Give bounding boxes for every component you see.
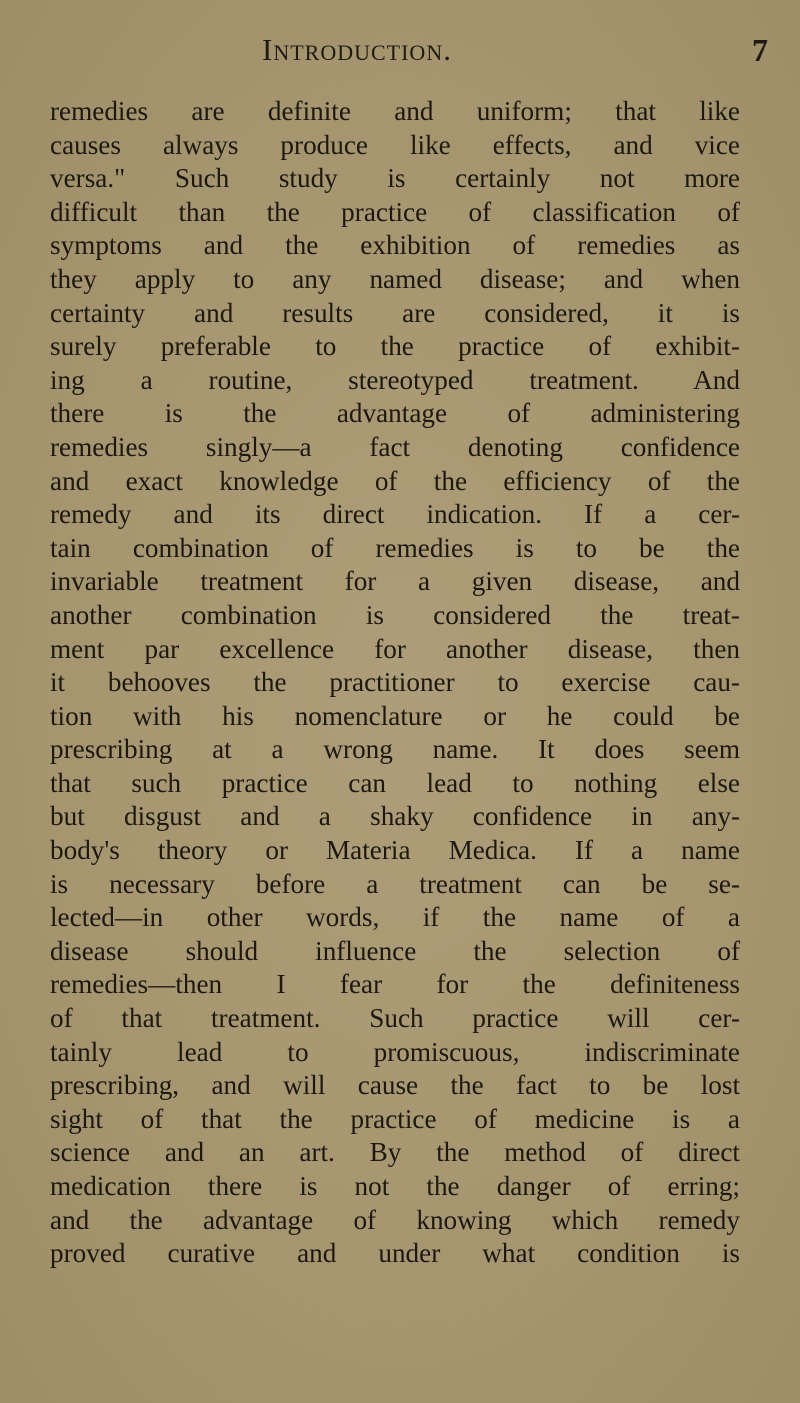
text-line: certainty and results are considered, it is xyxy=(50,297,740,328)
text-line: tion with his nomenclature or he could be xyxy=(50,700,740,731)
text-line: versa." Such study is certainly not more xyxy=(50,163,740,194)
text-line: prescribing, and will cause the fact to be lost xyxy=(50,1070,740,1101)
text-line: difficult than the practice of classification of xyxy=(50,196,740,227)
text-line: tain combination of remedies is to be the xyxy=(50,532,740,563)
text-line: remedies are definite and uniform; that like xyxy=(50,96,740,126)
text-line: is necessary before a treatment can be se- xyxy=(50,868,740,899)
text-line: disease should influence the selection of xyxy=(50,935,740,966)
running-title: Introduction. xyxy=(262,32,452,67)
text-line: body's theory or Materia Medica. If a name xyxy=(50,835,740,866)
page-number: 7 xyxy=(752,32,768,68)
text-line: it behooves the practitioner to exercise cau- xyxy=(50,667,740,698)
text-line: causes always produce like effects, and vice xyxy=(50,129,740,160)
body-text xyxy=(50,95,740,1271)
text-line: invariable treatment for a given disease, and xyxy=(50,566,740,597)
text-line: sight of that the practice of medicine is a xyxy=(50,1103,740,1134)
text-line: that such practice can lead to nothing else xyxy=(50,767,740,798)
text-line: symptoms and the exhibition of remedies as xyxy=(50,230,740,261)
text-line: they apply to any named disease; and when xyxy=(50,263,740,294)
text-line: science and an art. By the method of direct xyxy=(50,1137,740,1168)
text-line: proved curative and under what condition is xyxy=(50,1238,740,1269)
running-head xyxy=(0,32,800,72)
text-line: ment par excellence for another disease, then xyxy=(50,633,740,664)
text-line: ing a routine, stereotyped treatment. And xyxy=(50,364,740,395)
text-line: medication there is not the danger of erring; xyxy=(50,1171,740,1201)
text-line: there is the advantage of administering xyxy=(50,398,740,429)
text-line: and the advantage of knowing which remedy xyxy=(50,1204,740,1235)
text-line: lected—in other words, if the name of a xyxy=(50,902,740,933)
text-line: of that treatment. Such practice will cer- xyxy=(50,1003,740,1034)
text-line: but disgust and a shaky confidence in any- xyxy=(50,801,740,832)
text-line: tainly lead to promiscuous, indiscriminate xyxy=(50,1036,740,1067)
text-line: and exact knowledge of the efficiency of the xyxy=(50,465,740,496)
text-line: prescribing at a wrong name. It does seem xyxy=(50,734,740,765)
text-line: another combination is considered the treat- xyxy=(50,599,740,630)
text-line: remedy and its direct indication. If a cer- xyxy=(50,499,740,530)
text-line: remedies singly—a fact denoting confidence xyxy=(50,431,740,462)
text-line: surely preferable to the practice of exhibit- xyxy=(50,331,740,362)
text-line: remedies—then I fear for the definiteness xyxy=(50,969,740,1000)
